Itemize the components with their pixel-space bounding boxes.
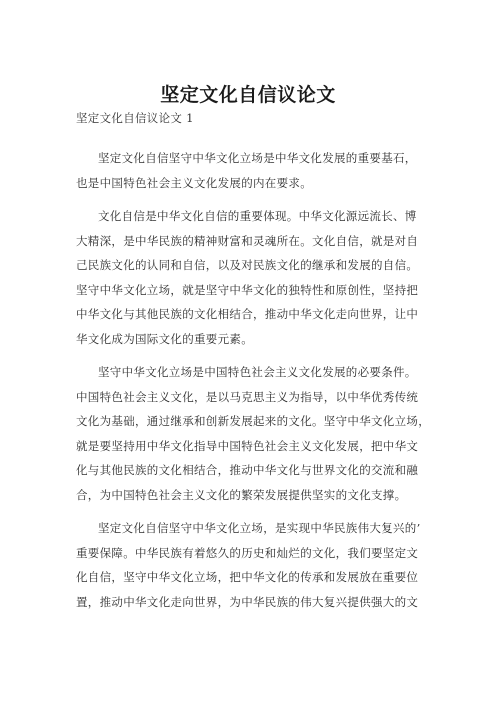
text-line: 就是要坚持用中华文化指导中国特色社会主义文化发展，把中华文 bbox=[76, 438, 419, 453]
text-line: 重要保障。中华民族有着悠久的历史和灿烂的文化，我们要坚定文 bbox=[76, 545, 419, 560]
text-line: 华文化成为国际文化的重要元素。 bbox=[76, 331, 253, 346]
text-line: 合，为中国特色社会主义文化的繁荣发展提供坚实的文化支撑。 bbox=[76, 487, 407, 502]
text-line: 坚守中华文化立场是中国特色社会主义文化发展的必要条件。 bbox=[98, 365, 417, 379]
paragraph-4 bbox=[76, 516, 426, 614]
text-line: 化与其他民族的文化相结合，推动中华文化与世界文化的交流和融 bbox=[76, 463, 419, 478]
text-line: 文化自信是中华文化自信的重要体现。中华文化源远流长、博 bbox=[98, 209, 417, 223]
paragraph-1 bbox=[76, 146, 426, 195]
text-line: 坚定文化自信坚守中华文化立场，是实现中华民族伟大复兴的’ bbox=[98, 521, 421, 535]
text-line: 大精深，是中华民族的精神财富和灵魂所在。文化自信，就是对自 bbox=[76, 233, 419, 248]
text-line: 化自信，坚守中华文化立场，把中华文化的传承和发展放在重要位 bbox=[76, 570, 419, 585]
text-line: 坚守中华文化立场，就是坚守中华文化的独特性和原创性，坚持把 bbox=[76, 282, 419, 297]
text-line: 坚定文化自信坚守中华文化立场是中华文化发展的重要基石， bbox=[98, 151, 417, 165]
text-line: 己民族文化的认同和自信，以及对民族文化的继承和发展的自信。 bbox=[76, 258, 419, 273]
text-line: 文化为基础，通过继承和创新发展起来的文化。坚守中华文化立场， bbox=[76, 414, 430, 429]
text-line: 置，推动中华文化走向世界，为中华民族的伟大复兴提供强大的文 bbox=[76, 594, 419, 609]
text-line: 中国特色社会主义文化，是以马克思主义为指导，以中华优秀传统 bbox=[76, 389, 419, 404]
text-line: 中华文化与其他民族的文化相结合，推动中华文化走向世界，让中 bbox=[76, 307, 419, 322]
paragraph-3 bbox=[76, 360, 430, 508]
document-subtitle: 坚定文化自信议论文 1 bbox=[76, 111, 194, 125]
document-title: 坚定文化自信议论文 bbox=[160, 84, 336, 106]
text-line: 也是中国特色社会主义文化发展的内在要求。 bbox=[76, 175, 312, 190]
paragraph-2 bbox=[76, 204, 426, 352]
